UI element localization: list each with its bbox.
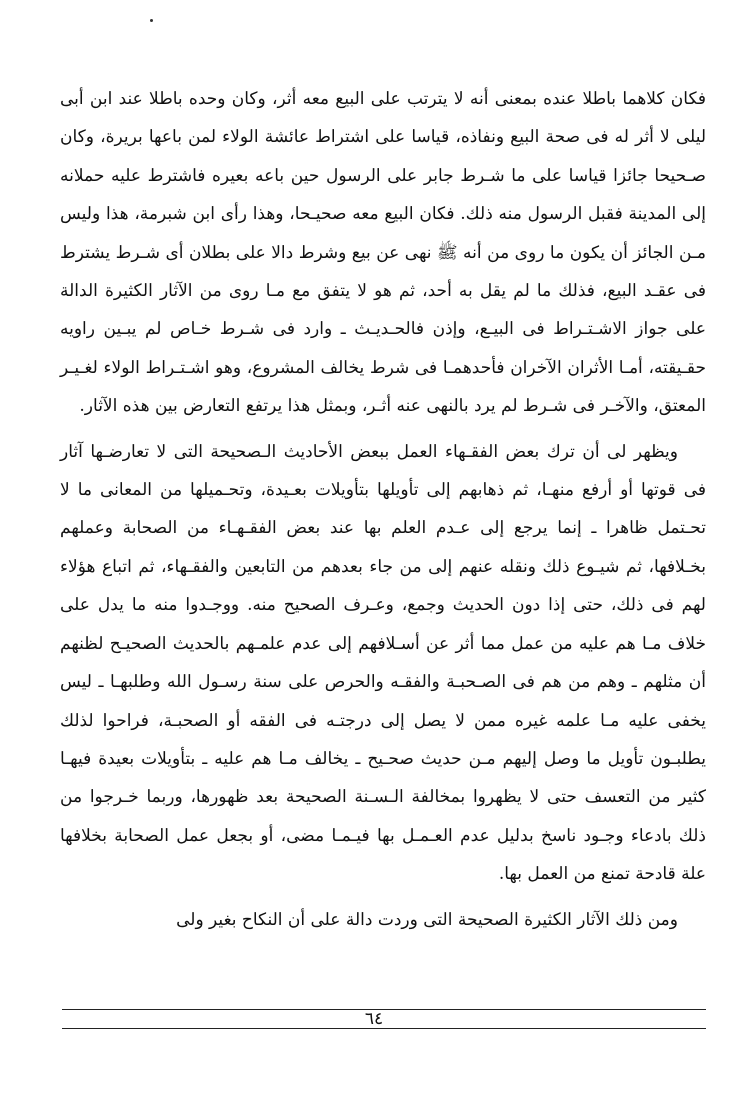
- paragraph-1: فكان كلاهما باطلا عنده بمعنى أنه لا يترتب على البيع معه أثر، وكان وحده باطلا عند ابن أبى ليلى لا أثر له فى صحة البيع ونفاذه، قياسا على اشتراط عائشة الولاء لمن باعها بريرة، وكان صـحيحا جائزا قياسا على ما شـرط جابر على الرسول حين باعه بعيره فاشترط عليه حملانه إلى المدينة فقبل الرسول منه ذلك. فكان البيع معه صحيـحا، وهذا رأى ابن شبرمة، هذا وليس مـن الجائز أن يكون ما روى من أنه ﷺ نهى عن بيع وشرط دالا على بطلان أى شـرط يشترط فى عقـد البيع، فذلك ما لم يقل به أحد، ثم هو لا يتفق مع مـا روى من الآثار الكثيرة الدالة على جواز الاشـتـراط فى البيـع، وإذن فالحـديـث ـ وارد فى شـرط خـاص لم يبـين راويه حقـيقته، أمـا الأثران الآخران فأحدهمـا فى شرط يخالف المشروع، وهو اشـتـراط الولاء لغـيـر المعتق، والآخـر فى شـرط لم يرد بالنهى عنه أثـر، وبمثل هذا يرتفع التعارض بين هذه الآثار.: [60, 89, 706, 417]
- scan-speck: [150, 19, 153, 22]
- body-text: [60, 80, 706, 939]
- footer-rule-bottom: [62, 1028, 706, 1029]
- paragraph-2: ويظهر لى أن ترك بعض الفقـهاء العمل ببعض الأحاديث الـصحيحة التى لا تعارضـها آثار فى قوتها أو أرفع منهـا، ثم ذهابهم إلى تأويلها بتأويلات بعـيدة، وتحـميلها من المعانى ما لا تحـتمل ظاهرا ـ إنما يرجع إلى عـدم العلم بها عند بعض الفقـهـاء من الصحابة وعملهم بخـلافها، ثم شيـوع ذلك ونقله عنهم إلى من جاء بعدهم من التابعين والفقـهاء، ثم اتباع هؤلاء لهم فى ذلك، حتى إذا دون الحديث وجمع، وعـرف الصحيح منه. ووجـدوا منه ما يدل على خلاف مـا هم عليه من عمل مما أثر عن أسـلافهم إلى عدم علمـهم بالحديث الصحيـح لظنهم أن مثلهم ـ وهم من هم فى الصـحبـة والفقـه والحرص على سنة رسـول الله وطلبهـا ـ ليس يخفى عليه مـا علمه غيره ممن لا يصل إلى درجتـه فى الفقه أو الصحبـة، فراحوا لذلك يطلبـون تأويل ما وصل إليهم مـن حديث صحـيح ـ يخالف مـا هم عليه ـ بتأويلات بعيدة فيهـا كثير من التعسف حتى لا يظهروا بمخالفة الـسـنة الصحيحة بعد ظهورها، وربما خـرجوا من ذلك بادعاء وجـود ناسخ بدليل عدم العـمـل بها فيـمـا مضى، أو بجعل عمل الصحابة بخلافها علة قادحة تمنع من العمل بها.: [60, 441, 706, 885]
- page-number: ٦٤: [364, 1009, 384, 1029]
- paragraph-3: ومن ذلك الآثار الكثيرة الصحيحة التى وردت دالة على أن النكاح بغير ولى: [176, 909, 678, 930]
